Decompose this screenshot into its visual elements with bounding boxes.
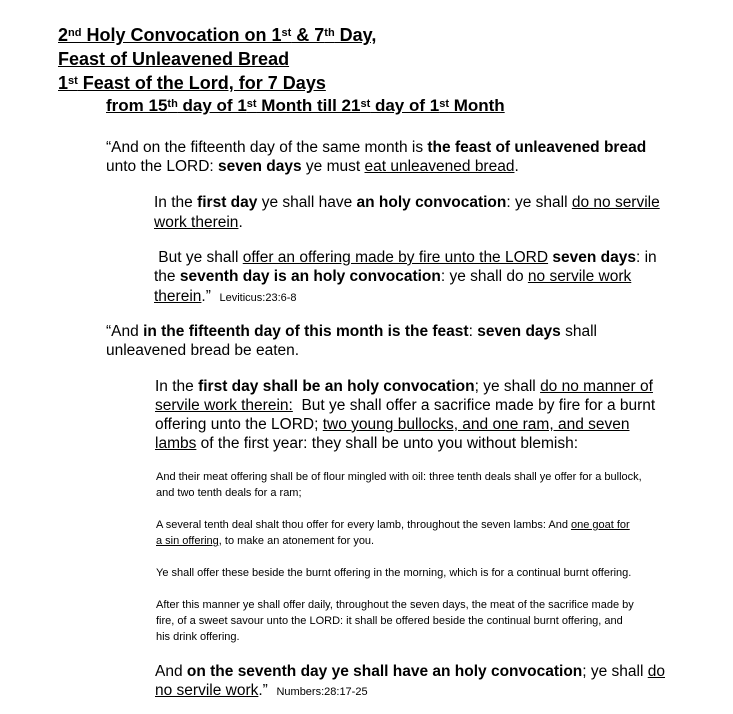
underlined-text: one goat for	[571, 519, 630, 531]
text: ; ye shall	[582, 663, 648, 680]
num-para-2-line-3	[155, 415, 629, 434]
underlined-text: lambs	[155, 435, 197, 452]
heading-text: 1	[58, 73, 69, 93]
num-para-2-line-4	[155, 434, 578, 453]
lev-para-1-line-2	[106, 157, 519, 176]
bold-text: first day shall be an holy convocation	[198, 378, 475, 395]
bold-text: in the fifteenth day of this month is the feast	[143, 323, 469, 340]
heading-text: Holy Convocation on 1	[81, 25, 282, 45]
num-small-para-4-line-1	[156, 598, 634, 613]
num-para-3-line-1	[155, 662, 665, 681]
underlined-text: no servile work	[155, 682, 259, 699]
underlined-text: do no servile	[571, 194, 660, 211]
bold-text: seventh day is an holy convocation	[179, 268, 441, 285]
num-para-2-line-1	[155, 377, 653, 396]
text: A several tenth deal shalt thou offer for every lamb, throughout the seven lambs: And	[156, 519, 571, 531]
text: .	[238, 214, 243, 231]
bold-text: an holy convocation	[356, 194, 507, 211]
bold-text: first day	[197, 194, 258, 211]
text: In the	[155, 378, 199, 395]
lev-para-1-line-1	[106, 138, 646, 157]
bold-text: seven days	[218, 158, 302, 175]
text: But ye shall	[154, 249, 243, 266]
text: : in	[635, 249, 657, 266]
text: After this manner ye shall offer daily, throughout the seven days, the meat of the sacrifice made by	[156, 599, 634, 611]
num-para-2-line-2	[155, 396, 655, 415]
underlined-text: two young bullocks, and one ram, and seven	[322, 416, 630, 433]
ordinal-suffix: th	[324, 27, 335, 39]
lev-para-3-line-3	[154, 287, 297, 308]
underlined-text: offer an offering made by fire unto the LORD	[242, 249, 549, 266]
scripture-reference: Numbers:28:17-25	[276, 686, 368, 698]
heading-text: Feast of Unleavened Bread	[58, 49, 290, 69]
ordinal-suffix: st	[439, 98, 449, 110]
heading-line-4	[106, 95, 505, 117]
num-small-para-1-line-1	[156, 470, 642, 485]
heading-line-3	[58, 72, 326, 94]
underlined-text: no servile work	[527, 268, 632, 285]
heading-text: Month	[448, 96, 505, 115]
underlined-text: do	[647, 663, 665, 680]
text: ; ye shall	[474, 378, 541, 395]
text: ye must	[301, 158, 365, 175]
lev-para-3-line-2	[154, 267, 631, 286]
text: .	[514, 158, 519, 175]
num-para-1-line-2	[106, 341, 299, 360]
bold-text: seven days	[477, 323, 561, 340]
ordinal-suffix: st	[281, 27, 292, 39]
text: And their meat offering shall be of flour mingled with oil: three tenth deals shall ye offer for a bullock,	[156, 471, 642, 483]
num-small-para-4-line-3	[156, 630, 240, 645]
underlined-text: servile work therein:	[155, 397, 293, 414]
text: of the first year: they shall be unto you without blemish:	[196, 435, 579, 452]
bold-text: the feast of unleavened bread	[427, 139, 647, 156]
heading-text: Day,	[334, 25, 377, 45]
num-para-1-line-1	[106, 322, 597, 341]
underlined-text: do no manner of	[540, 378, 653, 395]
text: “And	[106, 323, 144, 340]
bold-text: on the seventh day ye shall have an holy convocation	[186, 663, 583, 680]
lev-para-3-line-1	[154, 248, 657, 267]
text: “And on the fifteenth day of the same month is	[106, 139, 428, 156]
underlined-text: eat unleavened bread	[364, 158, 515, 175]
text: offering unto the LORD;	[155, 416, 323, 433]
lev-para-2-line-1	[154, 193, 660, 212]
heading-line-2	[58, 48, 289, 70]
num-para-3-line-2	[155, 681, 368, 702]
bold-text: seven days	[552, 249, 636, 266]
ordinal-suffix: st	[246, 98, 257, 110]
text: his drink offering.	[156, 631, 240, 643]
scripture-reference: Leviticus:23:6-8	[219, 292, 297, 304]
heading-text: 2	[58, 25, 69, 45]
text: shall	[560, 323, 597, 340]
text: :	[468, 323, 478, 340]
heading-text: day of 1	[370, 96, 440, 115]
num-small-para-2-line-2	[156, 534, 374, 549]
underlined-text: therein	[154, 288, 202, 305]
heading-text: & 7	[291, 25, 325, 45]
lev-para-2-line-2	[154, 213, 243, 232]
ordinal-suffix: nd	[68, 27, 82, 39]
text: And	[155, 663, 187, 680]
heading-text: day of 1	[177, 96, 247, 115]
text: and two tenth deals for a ram;	[156, 487, 302, 499]
heading-text: from 15	[106, 96, 168, 115]
text: , to make an atonement for you.	[218, 535, 375, 547]
text: ye shall have	[257, 194, 357, 211]
num-small-para-4-line-2	[156, 614, 623, 629]
text: But ye shall offer a sacrifice made by fire for a burnt	[292, 397, 656, 414]
text: .”	[258, 682, 268, 699]
heading-text: Feast of the Lord, for 7 Days	[77, 73, 326, 93]
num-small-para-2-line-1	[156, 518, 630, 533]
underlined-text: a sin offering	[156, 535, 219, 547]
text: fire, of a sweet savour unto the LORD: it shall be offered beside the continual burnt offering, and	[156, 615, 623, 627]
num-small-para-3-line-1	[156, 566, 631, 581]
text: : ye shall do	[440, 268, 528, 285]
heading-line-1	[58, 24, 376, 46]
heading-text: Month till 21	[256, 96, 361, 115]
text: unleavened bread be eaten.	[106, 342, 300, 359]
text: .”	[201, 288, 211, 305]
text: unto the LORD:	[106, 158, 219, 175]
ordinal-suffix: st	[68, 75, 78, 87]
ordinal-suffix: th	[167, 98, 178, 110]
ordinal-suffix: st	[360, 98, 371, 110]
num-small-para-1-line-2	[156, 486, 302, 501]
text: Ye shall offer these beside the burnt offering in the morning, which is for a continual burnt offering.	[156, 567, 632, 579]
text: In the	[154, 194, 198, 211]
text: the	[154, 268, 180, 285]
text: : ye shall	[506, 194, 572, 211]
underlined-text: work therein	[154, 214, 239, 231]
